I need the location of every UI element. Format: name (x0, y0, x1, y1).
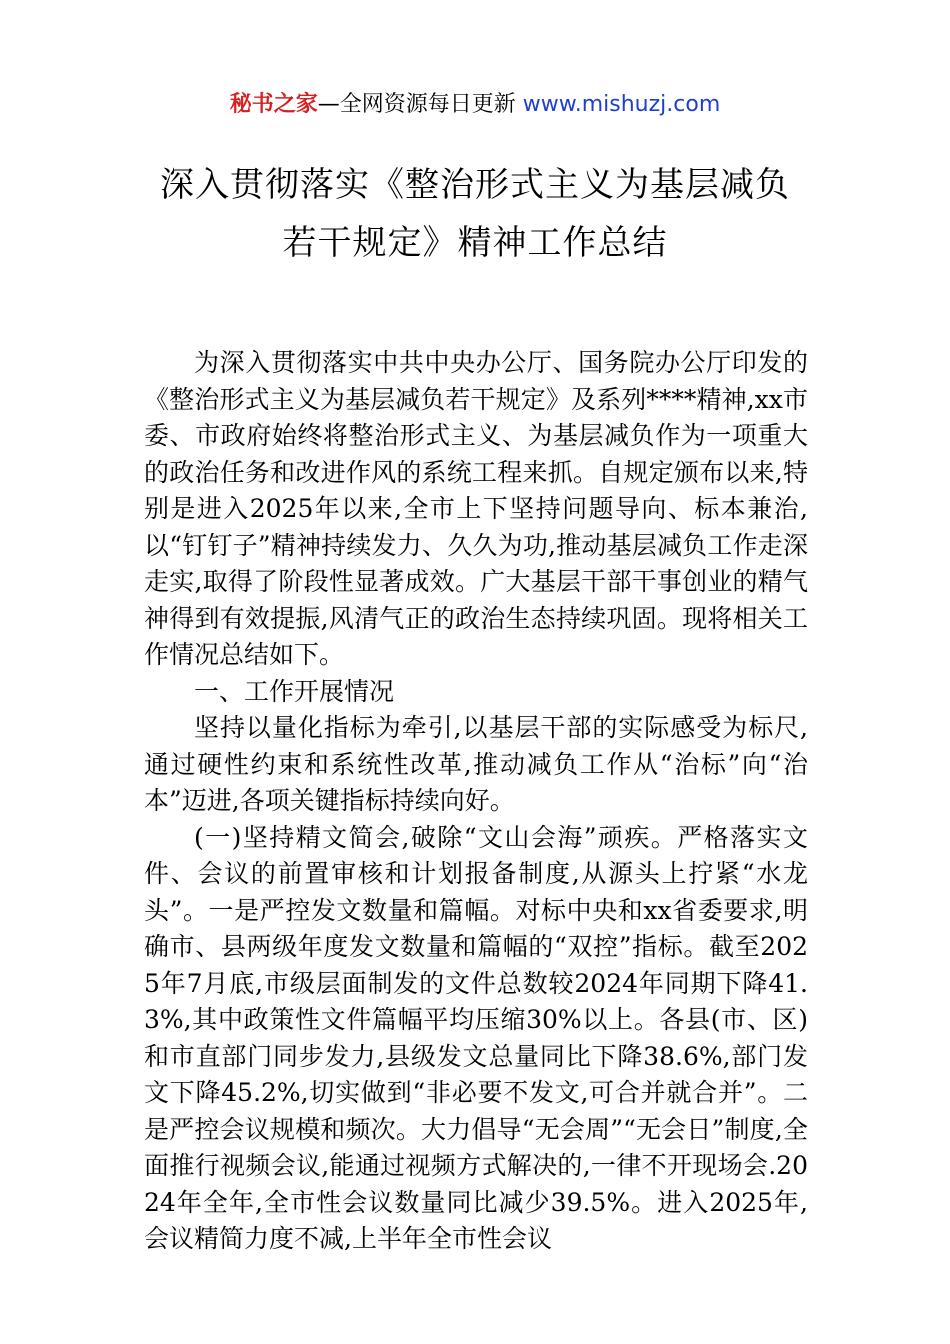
site-tagline: —全网资源每日更新 (317, 92, 516, 117)
section-summary-paragraph: 坚持以量化指标为牵引,以基层干部的实际感受为标尺,通过硬性约束和系统性改革,推动减负工作从“治标”向“治本”迈进,各项关键指标持续向好。 (144, 713, 808, 815)
title-line-2: 若干规定》精神工作总结 (282, 223, 668, 263)
document-body (144, 345, 808, 1258)
document-title (60, 156, 890, 272)
site-brand[interactable]: 秘书之家 (229, 92, 318, 117)
section-heading: 一、工作开展情况 (194, 676, 395, 706)
subsection-paragraph: (一)坚持精文简会,破除“文山会海”顽疾。严格落实文件、会议的前置审核和计划报备制度,从源头上拧紧“水龙头”。一是严控发文数量和篇幅。对标中央和xx省委要求,明确市、县两级年度发文数量和篇幅的“双控”指标。截至2025年7月底,市级层面制发的文件总数较2024年同期下降41.3%,其中政策性文件篇幅平均压缩30%以上。各县(市、区)和市直部门同步发力,县级发文总量同比下降38.6%,部门发文下降45.2%,切实做到“非必要不发文,可合并就合并”。二是严控会议规模和频次。大力倡导“无会周”“无会日”制度,全面推行视频会议,能通过视频方式解决的,一律不开现场会.2024年全年,全市性会议数量同比减少39.5%。进入2025年,会议精简力度不减,上半年全市性会议 (144, 822, 808, 1253)
title-line-1: 深入贯彻落实《整治形式主义为基层减负 (160, 165, 790, 205)
site-header (0, 88, 950, 122)
site-url-link[interactable]: www.mishuzj.com (522, 92, 721, 117)
intro-paragraph: 为深入贯彻落实中共中央办公厅、国务院办公厅印发的《整治形式主义为基层减负若干规定》及系列****精神,xx市委、市政府始终将整治形式主义、为基层减负作为一项重大的政治任务和改进作风的系统工程来抓。自规定颁布以来,特别是进入2025年以来,全市上下坚持问题导向、标本兼治,以“钉钉子”精神持续发力、久久为功,推动基层减负工作走深走实,取得了阶段性显著成效。广大基层干部干事创业的精气神得到有效提振,风清气正的政治生态持续巩固。现将相关工作情况总结如下。 (144, 348, 808, 669)
